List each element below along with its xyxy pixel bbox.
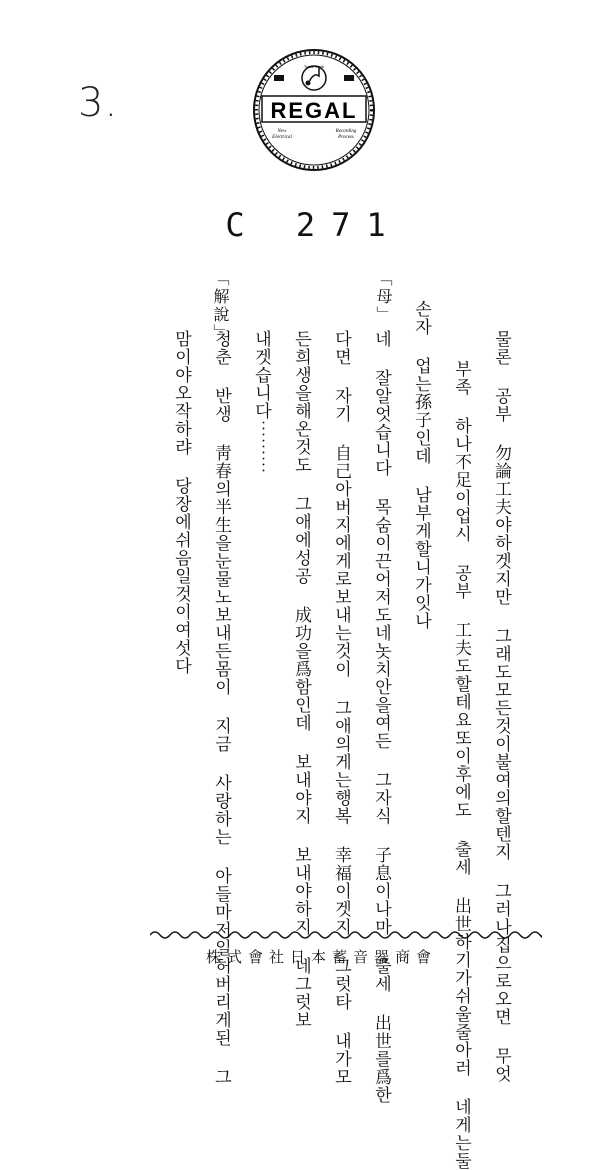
text-column-3: 손자 업는孫子인데 남부게할니가잇나: [411, 300, 431, 630]
seal-trade-mark: Trade Mark: [303, 64, 325, 69]
text-column-5: 다면 자기 自己아버지에게로보내는것이 그애의게는행복 幸福이겟지 그럿타 내가모: [331, 330, 351, 1086]
role-label-mother: 「母」: [374, 270, 393, 324]
seal-brand-text: REGAL: [270, 98, 358, 123]
text-column-2: 부족 하나不足이업시 공부 工夫도할테요또이후에도 출세 出世하기가쉬울줄아러 네게는둘: [451, 360, 471, 1170]
text-column-1: 물론 공부 勿論工夫야하겟지만 그래도모든것이불여의할텐지 그러나집으로오면 무엇: [491, 330, 511, 1083]
regal-seal-graphic: [252, 48, 376, 172]
text-column-8: 청춘 반생 靑春의半生을눈물노보내든몸이 지금 사랑하는 아들마저일허버리게된 그: [211, 330, 231, 1086]
role-label-explanation: 「解說」: [211, 270, 230, 342]
catalog-number: C 271: [225, 206, 402, 244]
text-column-9: 맘이야오작하랴 당장에쉬음일것이여섯다: [171, 330, 191, 675]
text-column-6: 든희생을해온것도 그애에성공 成功을爲함인데 보내야지 보내야하지 네그럿보: [291, 330, 311, 1029]
text-column-4: 네 잘알엇습니다 목숨이끈어저도네놋치안을여든 그자식 子息이나마 출세 出世를爲한: [371, 330, 391, 1104]
svg-text:Electrical: Electrical: [272, 135, 292, 140]
publisher-footer: 株式會社日本蓄音器商會: [205, 948, 437, 966]
regal-logo: [252, 48, 376, 172]
seal-left-text: New: [277, 129, 287, 134]
page-number: 3.: [78, 80, 119, 126]
seal-right-text: Recording: [335, 129, 357, 134]
wavy-divider: [150, 928, 542, 942]
svg-text:Process: Process: [338, 135, 354, 140]
text-column-7: 내겟습니다⋯⋯⋯: [251, 330, 271, 474]
